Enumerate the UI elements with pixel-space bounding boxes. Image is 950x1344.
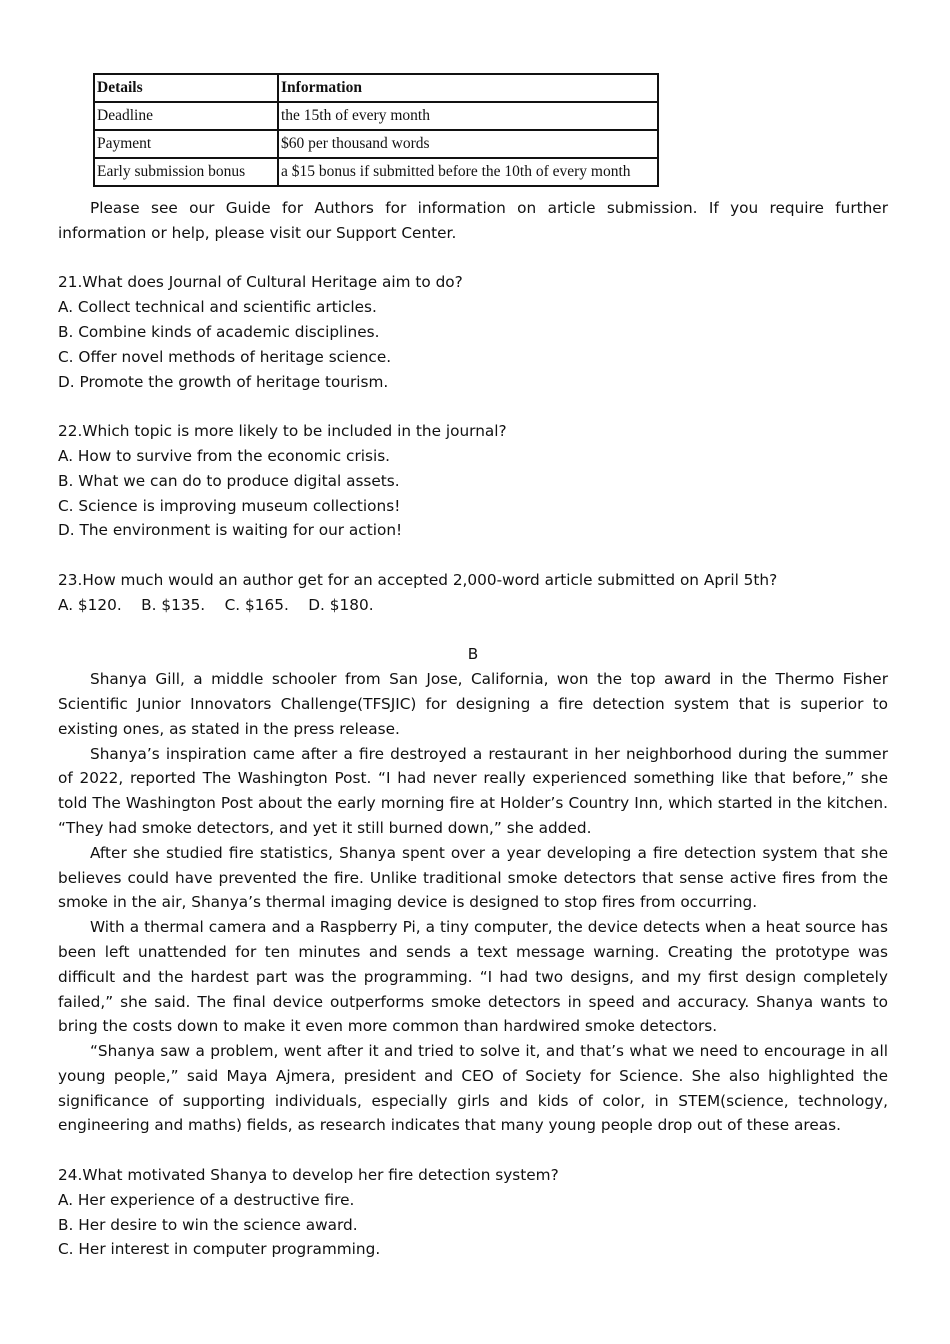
table-cell: $60 per thousand words [278,130,658,158]
question-24-option-b: B. Her desire to win the science award. [58,1215,358,1234]
table-cell: Payment [94,130,278,158]
table-cell: Early submission bonus [94,158,278,186]
table-cell: Deadline [94,102,278,130]
table-header-cell: Details [94,74,278,102]
table-row [94,130,658,158]
question-24-option-c: C. Her interest in computer programming. [58,1240,381,1259]
passage-paragraph: “Shanya saw a problem, went after it and tried to solve it, and that’s what we need to encourage in all young people,” said Maya Ajmera, president and CEO of Society for Science. She also highlighted the significance of supporting individuals, especially girls and kids of color, in STEM(science, technology, engineering and maths) fields, as research indicates that many young people drop out of these areas. [58,1042,888,1135]
intro-paragraph: Please see our Guide for Authors for information on article submission. If you require further information or help, please visit our Support Center. [58,199,888,242]
question-24-stem: 24.What motivated Shanya to develop her fire detection system? [58,1166,559,1185]
question-21-stem: 21.What does Journal of Cultural Heritage aim to do? [58,273,463,292]
document-body [58,196,888,1262]
question-23-options: A. $120. B. $135. C. $165. D. $180. [58,595,374,614]
question-21-option-d: D. Promote the growth of heritage tourism. [58,372,389,391]
question-22-option-d: D. The environment is waiting for our action! [58,521,403,540]
table-cell: the 15th of every month [278,102,658,130]
table-cell: a $15 bonus if submitted before the 10th of every month [278,158,658,186]
question-21-option-c: C. Offer novel methods of heritage science. [58,347,392,366]
passage-paragraph: Shanya Gill, a middle schooler from San Jose, California, won the top award in the Thermo Fisher Scientific Junior Innovators Challenge(TFSJIC) for designing a fire detection system that is superior to existing ones, as stated in the press release. [58,670,888,738]
question-22-option-b: B. What we can do to produce digital assets. [58,471,400,490]
table-header-cell: Information [278,74,658,102]
question-22-option-c: C. Science is improving museum collections! [58,496,401,515]
question-21-option-a: A. Collect technical and scientific articles. [58,298,377,317]
passage-paragraph: Shanya’s inspiration came after a fire destroyed a restaurant in her neighborhood during the summer of 2022, reported The Washington Post. “I had never really experienced something like that before,” she told The Washington Post about the early morning fire at Holder’s Country Inn, which started in the kitchen. “They had smoke detectors, and yet it still burned down,” she added. [58,744,888,837]
question-22-stem: 22.Which topic is more likely to be included in the journal? [58,422,507,441]
question-21-option-b: B. Combine kinds of academic disciplines. [58,322,380,341]
table-row [94,102,658,130]
table-row [94,158,658,186]
details-table [93,73,659,187]
passage-paragraph: With a thermal camera and a Raspberry Pi, a tiny computer, the device detects when a heat source has been left unattended for ten minutes and sends a text message warning. Creating the prototype was difficult and the hardest part was the programming. “I had two designs, and my first design completely failed,” she said. The final device outperforms smoke detectors in speed and accuracy. Shanya wants to bring the costs down to make it even more common than hardwired smoke detectors. [58,918,888,1036]
passage-paragraph: After she studied fire statistics, Shanya spent over a year developing a fire detection system that she believes could have prevented the fire. Unlike traditional smoke detectors that sense active fires from the smoke in the air, Shanya’s thermal imaging device is designed to stop fires from occurring. [58,843,888,912]
table-header-row [94,74,658,102]
question-23-stem: 23.How much would an author get for an accepted 2,000-word article submitted on April 5th? [58,570,778,589]
section-b-heading: B [467,645,479,664]
question-24-option-a: A. Her experience of a destructive fire. [58,1190,355,1209]
question-22-option-a: A. How to survive from the economic crisis. [58,446,391,465]
